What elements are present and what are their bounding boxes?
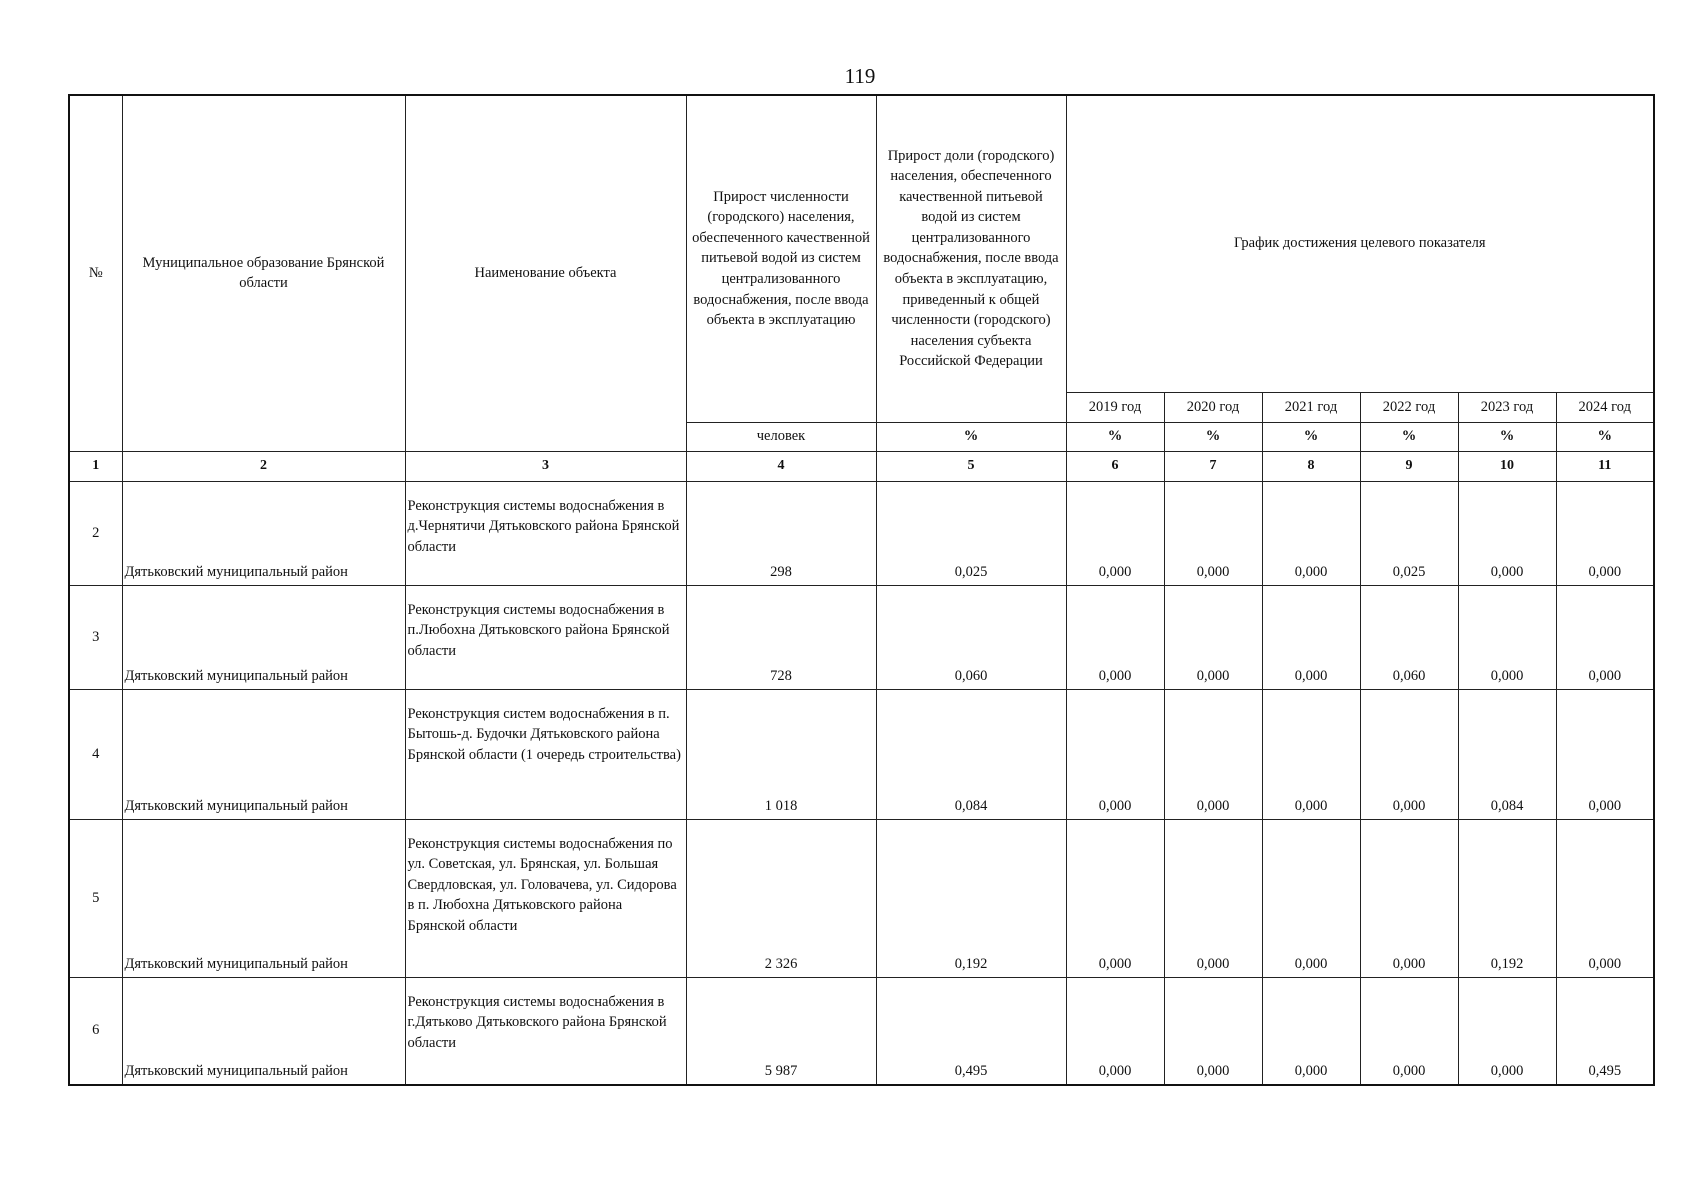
row-municipality: Дятьковский муниципальный район [122, 689, 405, 819]
unit-percent: % [1458, 422, 1556, 451]
row-year-value: 0,000 [1458, 585, 1556, 689]
header-growth-population: Прирост численности (городского) населения, обеспеченного качественной питьевой водой из систем централизованного водоснабжения, после ввода объекта в эксплуатацию [686, 95, 876, 422]
row-year-value: 0,000 [1164, 481, 1262, 585]
row-municipality: Дятьковский муниципальный район [122, 481, 405, 585]
unit-people: человек [686, 422, 876, 451]
row-year-value: 0,025 [1360, 481, 1458, 585]
row-year-value: 0,000 [1262, 585, 1360, 689]
row-number: 4 [69, 689, 122, 819]
row-object-name: Реконструкция системы водоснабжения в г.Дятьково Дятьковского района Брянской области [405, 977, 686, 1085]
row-year-value: 0,000 [1164, 585, 1262, 689]
table-row [69, 585, 1654, 689]
row-year-value: 0,000 [1262, 481, 1360, 585]
row-share: 0,060 [876, 585, 1066, 689]
header-municipality: Муниципальное образование Брянской области [122, 95, 405, 451]
row-year-value: 0,000 [1458, 977, 1556, 1085]
row-year-value: 0,000 [1066, 481, 1164, 585]
row-object-name: Реконструкция системы водоснабжения в д.Чернятичи Дятьковского района Брянской области [405, 481, 686, 585]
row-year-value: 0,060 [1360, 585, 1458, 689]
row-year-value: 0,084 [1458, 689, 1556, 819]
header-row-main [69, 95, 1654, 392]
unit-percent: % [1164, 422, 1262, 451]
unit-percent: % [1262, 422, 1360, 451]
header-year-2021: 2021 год [1262, 392, 1360, 422]
row-number: 6 [69, 977, 122, 1085]
row-year-value: 0,000 [1458, 481, 1556, 585]
row-people: 728 [686, 585, 876, 689]
row-share: 0,495 [876, 977, 1066, 1085]
table-row [69, 977, 1654, 1085]
row-object-name: Реконструкция системы водоснабжения по ул. Советская, ул. Брянская, ул. Большая Свердловская, ул. Головачева, ул. Сидорова в п. Любохна Дятьковского района Брянской области [405, 819, 686, 977]
header-no: № [69, 95, 122, 451]
target-indicator-table [68, 94, 1655, 1086]
row-year-value: 0,000 [1262, 689, 1360, 819]
page-number: 119 [844, 64, 876, 88]
header-year-2024: 2024 год [1556, 392, 1654, 422]
header-year-2022: 2022 год [1360, 392, 1458, 422]
column-number-row [69, 451, 1654, 481]
row-year-value: 0,000 [1066, 585, 1164, 689]
row-people: 1 018 [686, 689, 876, 819]
table-row [69, 689, 1654, 819]
unit-percent: % [1066, 422, 1164, 451]
column-number: 10 [1458, 451, 1556, 481]
row-year-value: 0,000 [1360, 977, 1458, 1085]
row-share: 0,192 [876, 819, 1066, 977]
row-year-value: 0,000 [1556, 481, 1654, 585]
row-year-value: 0,192 [1458, 819, 1556, 977]
row-number: 5 [69, 819, 122, 977]
header-year-2020: 2020 год [1164, 392, 1262, 422]
column-number: 1 [69, 451, 122, 481]
row-people: 298 [686, 481, 876, 585]
row-year-value: 0,000 [1066, 689, 1164, 819]
row-year-value: 0,000 [1262, 819, 1360, 977]
row-object-name: Реконструкция системы водоснабжения в п.Любохна Дятьковского района Брянской области [405, 585, 686, 689]
header-schedule: График достижения целевого показателя [1066, 95, 1654, 392]
header-year-2019: 2019 год [1066, 392, 1164, 422]
column-number: 4 [686, 451, 876, 481]
header-growth-share: Прирост доли (городского) населения, обеспеченного качественной питьевой водой из систем централизованного водоснабжения, после ввода объекта в эксплуатацию, приведенный к общей численности (городского) населения субъекта Российской Федерации [876, 95, 1066, 422]
header-year-2023: 2023 год [1458, 392, 1556, 422]
row-people: 5 987 [686, 977, 876, 1085]
row-year-value: 0,000 [1556, 689, 1654, 819]
row-year-value: 0,000 [1066, 819, 1164, 977]
row-municipality: Дятьковский муниципальный район [122, 977, 405, 1085]
row-year-value: 0,000 [1164, 689, 1262, 819]
row-number: 3 [69, 585, 122, 689]
row-year-value: 0,495 [1556, 977, 1654, 1085]
column-number: 11 [1556, 451, 1654, 481]
row-municipality: Дятьковский муниципальный район [122, 585, 405, 689]
row-share: 0,084 [876, 689, 1066, 819]
row-year-value: 0,000 [1360, 819, 1458, 977]
column-number: 5 [876, 451, 1066, 481]
row-year-value: 0,000 [1164, 819, 1262, 977]
row-year-value: 0,000 [1360, 689, 1458, 819]
table-row [69, 819, 1654, 977]
row-year-value: 0,000 [1262, 977, 1360, 1085]
row-year-value: 0,000 [1556, 819, 1654, 977]
row-object-name: Реконструкция систем водоснабжения в п. Бытошь-д. Будочки Дятьковского района Брянской области (1 очередь строительства) [405, 689, 686, 819]
row-year-value: 0,000 [1164, 977, 1262, 1085]
header-object-name: Наименование объекта [405, 95, 686, 451]
column-number: 2 [122, 451, 405, 481]
unit-percent: % [1360, 422, 1458, 451]
unit-percent: % [876, 422, 1066, 451]
row-year-value: 0,000 [1556, 585, 1654, 689]
row-people: 2 326 [686, 819, 876, 977]
row-number: 2 [69, 481, 122, 585]
row-share: 0,025 [876, 481, 1066, 585]
column-number: 9 [1360, 451, 1458, 481]
column-number: 8 [1262, 451, 1360, 481]
row-year-value: 0,000 [1066, 977, 1164, 1085]
unit-percent: % [1556, 422, 1654, 451]
column-number: 6 [1066, 451, 1164, 481]
column-number: 3 [405, 451, 686, 481]
column-number: 7 [1164, 451, 1262, 481]
table-row [69, 481, 1654, 585]
row-municipality: Дятьковский муниципальный район [122, 819, 405, 977]
